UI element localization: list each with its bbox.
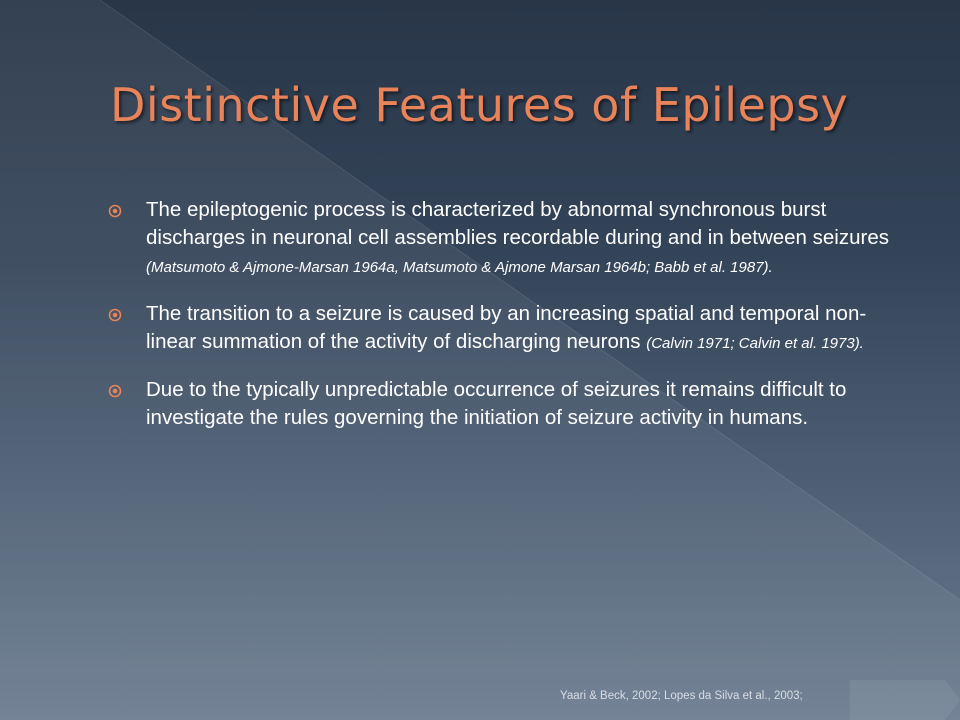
circle-dot-bullet-icon (108, 204, 122, 218)
next-slide-arrow-icon[interactable] (850, 680, 960, 720)
bullet-text: The transition to a seizure is caused by an increasing spatial and temporal non-linear summation of the activity of discharging neurons (146, 302, 867, 353)
circle-dot-bullet-icon (108, 384, 122, 398)
slide-title: Distinctive Features of Epilepsy (110, 78, 849, 132)
bullet-citation: (Calvin 1971; Calvin et al. 1973). (646, 335, 864, 352)
bullet-item (108, 196, 908, 282)
footer-citation: Yaari & Beck, 2002; Lopes da Silva et al., 2003; (560, 690, 803, 702)
bullet-text: Due to the typically unpredictable occurrence of seizures it remains difficult to investigate the rules governing the initiation of seizure activity in humans. (146, 378, 847, 429)
bullet-citation: (Matsumoto & Ajmone-Marsan 1964a, Matsumoto & Ajmone Marsan 1964b; Babb et al. 1987). (146, 259, 773, 276)
bullet-item (108, 376, 908, 432)
circle-dot-bullet-icon (108, 308, 122, 322)
bullet-list (108, 196, 908, 450)
bullet-text: The epileptogenic process is characterized by abnormal synchronous burst discharges in neuronal cell assemblies recordable during and in between seizures (146, 198, 889, 249)
bullet-item (108, 300, 908, 358)
